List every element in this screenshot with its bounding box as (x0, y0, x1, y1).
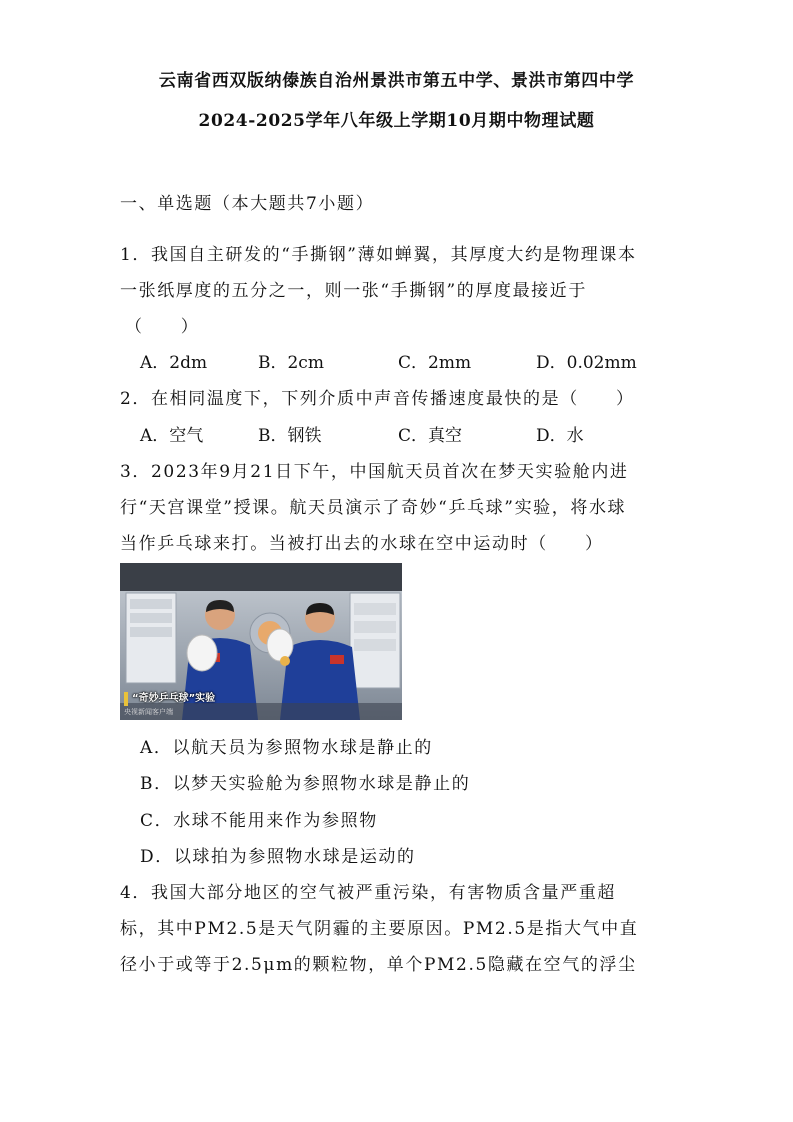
q3-option-d: D．以球拍为参照物水球是运动的 (140, 847, 416, 867)
q3-line2: 行“天宫课堂”授课。航天员演示了奇妙“乒乓球”实验，将水球 (120, 498, 627, 518)
photo-watermark: 央视新闻客户端 (124, 708, 173, 716)
q3-option-a: A．以航天员为参照物水球是静止的 (140, 738, 433, 758)
q2-option-c: C．真空 (398, 426, 463, 446)
q4-line3: 径小于或等于2.5μm的颗粒物，单个PM2.5隐藏在空气的浮尘 (120, 955, 637, 975)
q2-option-b: B．钢铁 (258, 426, 322, 446)
q2-line1: 2．在相同温度下，下列介质中声音传播速度最快的是（ ） (120, 389, 635, 409)
q3-photo-astronauts (120, 563, 402, 720)
q3-line1: 3．2023年9月21日下午，中国航天员首次在梦天实验舱内进 (120, 462, 629, 482)
doc-title-line1: 云南省西双版纳傣族自治州景洪市第五中学、景洪市第四中学 (158, 71, 635, 91)
q1-option-b: B．2cm (258, 353, 324, 373)
q1-option-d: D．0.02mm (536, 353, 637, 373)
q2-option-a: A．空气 (140, 426, 204, 446)
q4-line2: 标，其中PM2.5是天气阴霾的主要原因。PM2.5是指大气中直 (120, 919, 639, 939)
q3-option-c: C．水球不能用来作为参照物 (140, 811, 378, 831)
q3-line3: 当作乒乓球来打。当被打出去的水球在空中运动时（ ） (120, 534, 604, 554)
q2-option-d: D．水 (536, 426, 584, 446)
q1-line1: 1．我国自主研发的“手撕钢”薄如蝉翼，其厚度大约是物理课本 (120, 245, 637, 265)
q1-line2: 一张纸厚度的五分之一，则一张“手撕钢”的厚度最接近于 (120, 281, 587, 301)
q1-line3: （ ） (125, 317, 200, 337)
photo-caption: “奇妙乒乓球”实验 (132, 693, 216, 704)
q4-line1: 4．我国大部分地区的空气被严重污染，有害物质含量严重超 (120, 883, 617, 903)
doc-title-line2: 2024-2025学年八年级上学期10月期中物理试题 (198, 111, 595, 131)
section-heading: 一、单选题（本大题共7小题） (120, 194, 375, 214)
q3-option-b: B．以梦天实验舱为参照物水球是静止的 (140, 774, 471, 794)
caption-accent-bar (124, 692, 128, 706)
q1-option-a: A．2dm (140, 353, 208, 373)
q1-option-c: C．2mm (398, 353, 472, 373)
